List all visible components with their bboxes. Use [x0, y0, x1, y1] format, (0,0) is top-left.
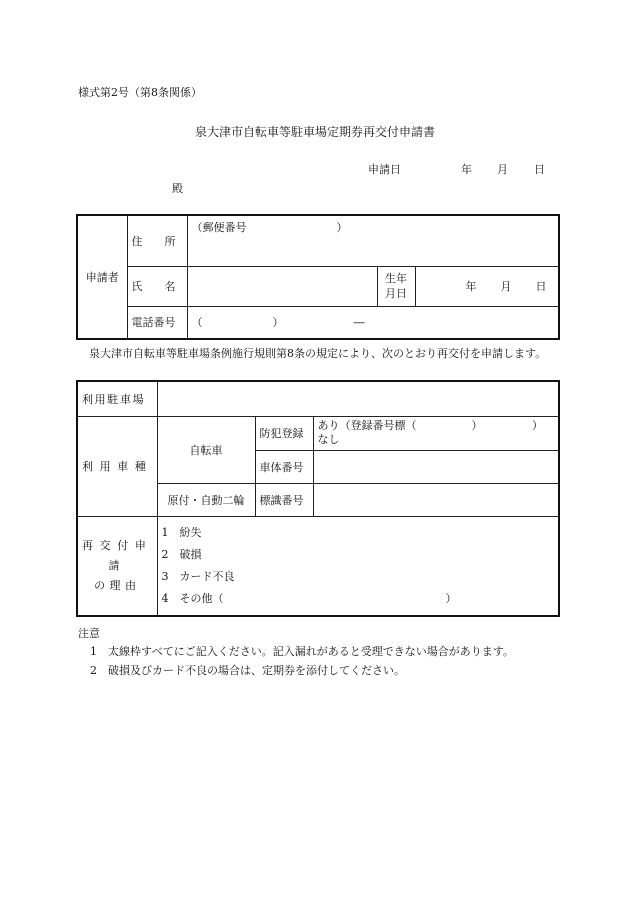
application-date-year: 年 [461, 163, 472, 176]
phone-field[interactable] [187, 306, 559, 339]
postal-close: ） [336, 221, 348, 234]
reason-option-damaged[interactable]: 2 破損 [161, 547, 202, 561]
birth-day: 日 [535, 280, 547, 293]
crime-reg-no[interactable]: なし [317, 433, 340, 446]
crime-reg-label: 防犯登録 [255, 416, 313, 450]
addressee-suffix: 殿 [172, 182, 183, 195]
birth-year: 年 [465, 280, 477, 293]
reason-label-line1: 再交付申請 [82, 538, 153, 572]
reason-label-line2: の理由 [94, 578, 141, 592]
reason-label [77, 516, 157, 616]
parking-field[interactable] [157, 381, 559, 416]
reason-option-other[interactable] [162, 588, 555, 610]
plate-label: 標識番号 [255, 483, 313, 516]
name-label: 氏 名 [127, 266, 187, 306]
birth-label-line2: 月日 [385, 287, 407, 300]
reason-options [157, 516, 559, 616]
reason-option-lost[interactable]: 1 紛失 [161, 525, 202, 539]
birth-label-line1: 生年 [385, 272, 407, 285]
application-date-day: 日 [534, 163, 545, 176]
bicycle-label: 自転車 [157, 416, 255, 483]
notes-heading: 注意 [78, 627, 100, 640]
vehicle-type-label: 利用車種 [77, 416, 157, 516]
address-label: 住 所 [127, 215, 187, 266]
birth-month: 月 [500, 280, 512, 293]
page-title: 泉大津市自転車等駐車場定期券再交付申請書 [194, 125, 435, 139]
frame-number-field[interactable] [313, 450, 559, 483]
usage-table [76, 380, 560, 617]
address-field[interactable] [187, 215, 559, 266]
postal-label: （郵便番号 [191, 221, 247, 234]
applicant-section-label: 申請者 [77, 215, 127, 339]
form-number: 様式第2号（第8条関係） [78, 86, 202, 99]
statement-text: 泉大津市自転車等駐車場条例施行規則第8条の規定により、次のとおり再交付を申請します。 [89, 347, 547, 360]
parking-label: 利用駐車場 [77, 381, 157, 416]
crime-reg-field[interactable] [313, 416, 559, 450]
application-date-label: 申請日 [368, 163, 401, 176]
frame-number-label: 車体番号 [255, 450, 313, 483]
application-date-month: 月 [497, 163, 508, 176]
name-field[interactable] [187, 266, 377, 306]
motor-label: 原付・自動二輪 [157, 483, 255, 516]
birth-label [377, 266, 415, 306]
phone-dash: ― [353, 316, 365, 330]
phone-label: 電話番号 [127, 306, 187, 339]
reason-option-card-fault[interactable]: 3 カード不良 [161, 569, 235, 583]
reason-option-other-label: 4 その他（ [161, 591, 224, 605]
note-item-1: 1 太線枠すべてにご記入ください。記入漏れがあると受理できない場合があります。 [90, 645, 514, 658]
phone-open: （ [191, 316, 203, 330]
reason-other-close: ） [445, 591, 457, 605]
birth-date-field[interactable] [415, 266, 559, 306]
plate-field[interactable] [313, 483, 559, 516]
crime-reg-yes[interactable]: あり（登録番号標（ ） ） [317, 419, 543, 432]
phone-close: ） [272, 316, 284, 330]
note-item-2: 2 破損及びカード不良の場合は、定期券を添付してください。 [90, 664, 405, 677]
applicant-table [76, 214, 560, 340]
